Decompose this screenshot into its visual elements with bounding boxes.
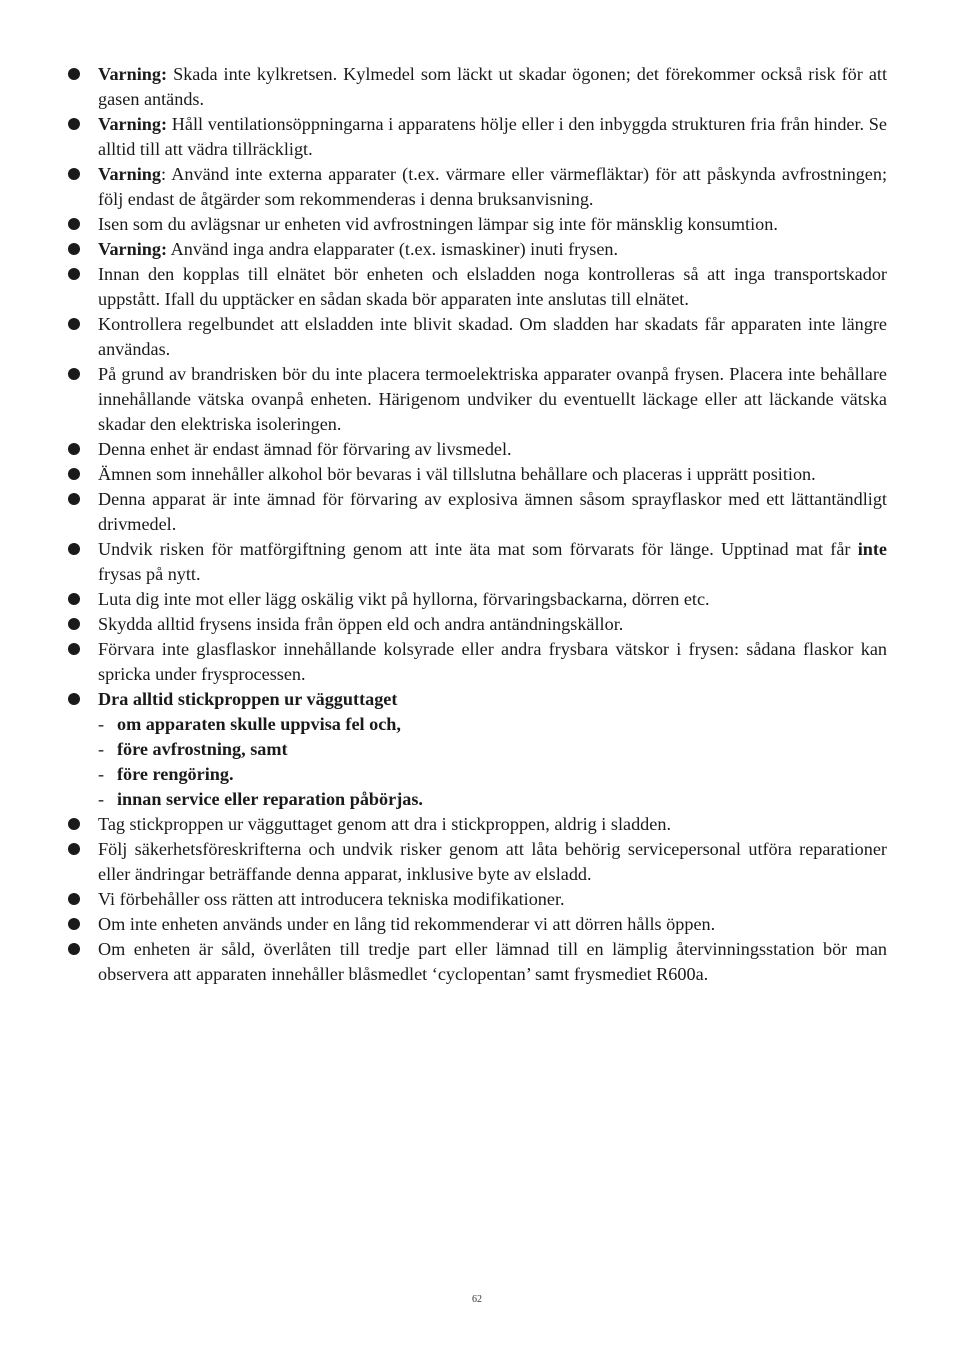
list-item <box>67 312 887 362</box>
list-item-text: Om enheten är såld, överlåten till tredje part eller lämnad till en lämplig återvinningsstation bör man observera att apparaten innehåller blåsmedlet ‘cyclopentan’ samt frysmediet R600a. <box>98 939 887 984</box>
list-item-text: Följ säkerhetsföreskrifterna och undvik risker genom att låta behörig servicepersonal utföra reparationer eller ändringar beträffande denna apparat, inklusive byte av elsladd. <box>98 839 887 884</box>
list-item-heading: Dra alltid stickproppen ur vägguttaget <box>98 689 398 709</box>
warning-label: Varning <box>98 164 162 184</box>
emphasis-text: inte <box>857 539 887 559</box>
list-item <box>67 937 887 987</box>
dash-marker: - <box>98 789 105 809</box>
list-item <box>67 487 887 537</box>
bullet-icon <box>68 918 80 930</box>
list-item-text: Förvara inte glasflaskor innehållande kolsyrade eller andra frysbara vätskor i frysen: sådana flaskor kan spricka under frysprocessen. <box>98 639 887 684</box>
sub-list-item <box>67 737 887 762</box>
bullet-icon <box>68 243 80 255</box>
list-item <box>67 162 887 212</box>
sub-list-item-text: före avfrostning, samt <box>117 739 288 759</box>
list-item <box>67 912 887 937</box>
bullet-icon <box>68 118 80 130</box>
safety-list <box>67 62 887 987</box>
sub-list-item <box>67 712 887 737</box>
bullet-icon <box>68 818 80 830</box>
list-item-text: Denna enhet är endast ämnad för förvaring av livsmedel. <box>98 439 512 459</box>
sub-list-item <box>67 762 887 787</box>
bullet-icon <box>68 618 80 630</box>
page-number: 62 <box>472 1294 482 1305</box>
sub-list-item-text: före rengöring. <box>117 764 234 784</box>
warning-label: Varning: <box>98 114 168 134</box>
bullet-icon <box>68 68 80 80</box>
list-item <box>67 237 887 262</box>
list-item-text: Vi förbehåller oss rätten att introducera tekniska modifikationer. <box>98 889 565 909</box>
list-item <box>67 587 887 612</box>
list-item <box>67 637 887 687</box>
list-item <box>67 112 887 162</box>
dash-marker: - <box>98 714 105 734</box>
bullet-icon <box>68 893 80 905</box>
list-item <box>67 537 887 587</box>
list-item-text: Tag stickproppen ur vägguttaget genom att dra i stickproppen, aldrig i sladden. <box>98 814 671 834</box>
list-item <box>67 837 887 887</box>
bullet-icon <box>68 943 80 955</box>
warning-label: Varning: <box>98 239 168 259</box>
bullet-icon <box>68 693 80 705</box>
list-item-text: Skada inte kylkretsen. Kylmedel som läckt ut skadar ögonen; det förekommer också risk för att gasen antänds. <box>98 64 887 109</box>
list-item-text: Luta dig inte mot eller lägg oskälig vikt på hyllorna, förvaringsbackarna, dörren etc. <box>98 589 710 609</box>
bullet-icon <box>68 443 80 455</box>
list-item-text: Innan den kopplas till elnätet bör enheten och elsladden noga kontrolleras så att inga transportskador uppstått. Ifall du upptäcker en sådan skada bör apparaten inte anslutas till elnätet. <box>98 264 887 309</box>
list-item <box>67 62 887 112</box>
sub-list-item-text: innan service eller reparation påbörjas. <box>117 789 423 809</box>
list-item <box>67 362 887 437</box>
list-item-text: Använd inga andra elapparater (t.ex. ismaskiner) inuti frysen. <box>167 239 619 259</box>
list-item-text: Isen som du avlägsnar ur enheten vid avfrostningen lämpar sig inte för mänsklig konsumtion. <box>98 214 778 234</box>
dash-marker: - <box>98 764 105 784</box>
bullet-icon <box>68 468 80 480</box>
list-item <box>67 212 887 237</box>
sub-list-item-text: om apparaten skulle uppvisa fel och, <box>117 714 401 734</box>
list-item-text: Skydda alltid frysens insida från öppen eld och andra antändningskällor. <box>98 614 624 634</box>
list-item <box>67 887 887 912</box>
bullet-icon <box>68 543 80 555</box>
list-item-text: Ämnen som innehåller alkohol bör bevaras i väl tillslutna behållare och placeras i upprätt position. <box>98 464 816 484</box>
bullet-icon <box>68 843 80 855</box>
bullet-icon <box>68 218 80 230</box>
sub-list-item <box>67 787 887 812</box>
list-item-text: Om inte enheten används under en lång tid rekommenderar vi att dörren hålls öppen. <box>98 914 716 934</box>
list-item <box>67 437 887 462</box>
list-item <box>67 812 887 837</box>
list-item-text: Denna apparat är inte ämnad för förvaring av explosiva ämnen såsom sprayflaskor med ett lättantändligt drivmedel. <box>98 489 887 534</box>
list-item-text: På grund av brandrisken bör du inte placera termoelektriska apparater ovanpå frysen. Placera inte behållare innehållande vätska ovanpå enheten. Härigenom undviker du eventuellt läckage eller att läckande vätska skadar den elektriska isoleringen. <box>98 364 887 434</box>
list-item-text: Kontrollera regelbundet att elsladden inte blivit skadad. Om sladden har skadats får apparaten inte längre användas. <box>98 314 887 359</box>
bullet-icon <box>68 368 80 380</box>
list-item-text: frysas på nytt. <box>98 564 201 584</box>
list-item-text: : Använd inte externa apparater (t.ex. värmare eller värmefläktar) för att påskynda avfrostningen; följ endast de åtgärder som rekommenderas i denna bruksanvisning. <box>98 164 887 209</box>
dash-marker: - <box>98 739 105 759</box>
list-item <box>67 462 887 487</box>
bullet-icon <box>68 168 80 180</box>
list-item <box>67 262 887 312</box>
bullet-icon <box>68 318 80 330</box>
bullet-icon <box>68 268 80 280</box>
bullet-icon <box>68 643 80 655</box>
warning-label: Varning: <box>98 64 168 84</box>
bullet-icon <box>68 493 80 505</box>
list-item <box>67 612 887 637</box>
bullet-icon <box>68 593 80 605</box>
list-item-text: Håll ventilationsöppningarna i apparatens hölje eller i den inbyggda strukturen fria från hinder. Se alltid till att vädra tillräckligt. <box>98 114 887 159</box>
list-item <box>67 687 887 712</box>
list-item-text: Undvik risken för matförgiftning genom att inte äta mat som förvarats för länge. Upptinad mat får <box>98 539 858 559</box>
